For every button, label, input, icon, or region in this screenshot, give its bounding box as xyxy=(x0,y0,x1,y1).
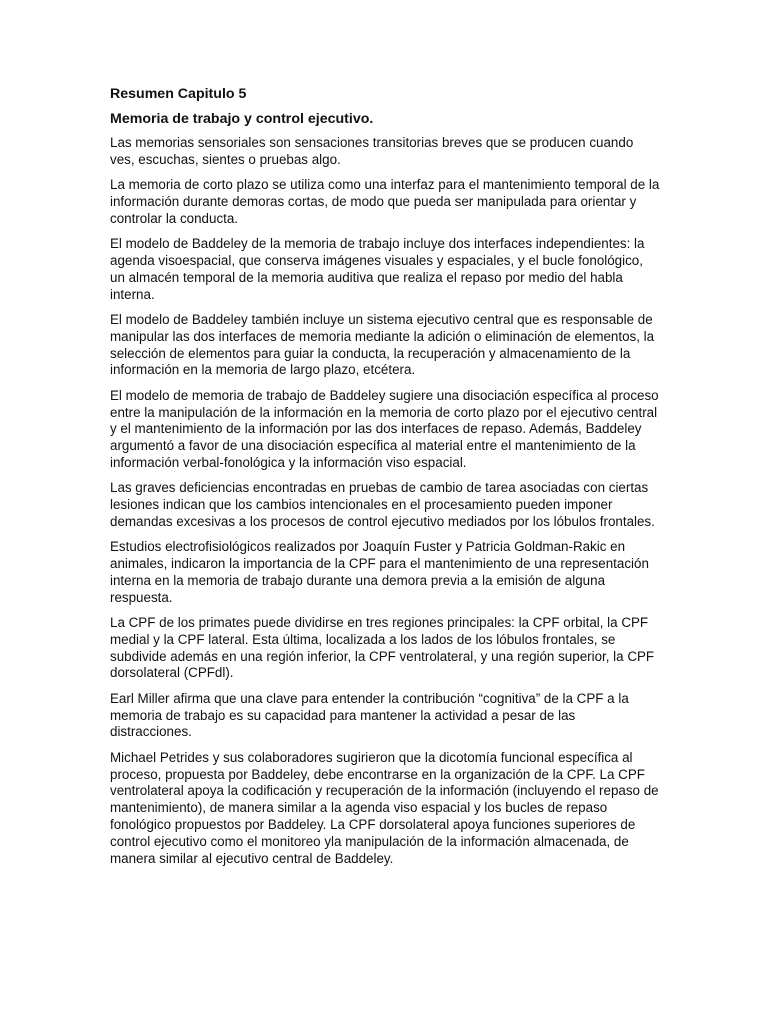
paragraph-3: El modelo de Baddeley de la memoria de trabajo incluye dos interfaces independientes: la agenda visoespacial, que conserva imágenes visuales y espaciales, y el bucle fonológico, un almacén temporal de la memoria auditiva que realiza el repaso por medio del habla interna. xyxy=(110,236,645,302)
paragraph-4: El modelo de Baddeley también incluye un sistema ejecutivo central que es responsable de manipular las dos interfaces de memoria mediante la adición o eliminación de elementos, la selección de elementos para guiar la conducta, la recuperación y almacenamiento de la información en la memoria de largo plazo, etcétera. xyxy=(110,311,655,378)
document-body xyxy=(110,85,660,876)
paragraph-8: La CPF de los primates puede dividirse en tres regiones principales: la CPF orbital, la CPF medial y la CPF lateral. Esta última, localizada a los lados de los lóbulos frontales, se subdivide además en una región inferior, la CPF ventrolateral, y una región superior, la CPF dorsolateral (CPFdl). xyxy=(110,615,655,681)
paragraph-10: Michael Petrides y sus colaboradores sugirieron que la dicotomía funcional específica al proceso, propuesta por Baddeley, debe encontrarse en la organización de la CPF. La CPF ventrolateral apoya la codificación y recuperación de la información (incluyendo el repaso de mantenimiento), de manera similar a la agenda viso espacial y los bucles de repaso fonológico propuestos por Baddeley. La CPF dorsolateral apoya funciones superiores de control ejecutivo como el monitoreo yla manipulación de la información almacenada, de manera similar al ejecutivo central de Baddeley. xyxy=(110,749,659,866)
paragraph-1: Las memorias sensoriales son sensaciones transitorias breves que se producen cuando ves, escuchas, sientes o pruebas algo. xyxy=(110,135,634,167)
paragraph-2: La memoria de corto plazo se utiliza como una interfaz para el mantenimiento temporal de la información durante demoras cortas, de modo que pueda ser manipulada para orientar y controlar la conducta. xyxy=(110,177,660,226)
paragraph-6: Las graves deficiencias encontradas en pruebas de cambio de tarea asociadas con ciertas lesiones indican que los cambios intencionales en el procesamiento pueden imponer demandas excesivas a los procesos de control ejecutivo mediados por los lóbulos frontales. xyxy=(110,480,655,529)
paragraph-7: Estudios electrofisiológicos realizados por Joaquín Fuster y Patricia Goldman-Rakic en animales, indicaron la importancia de la CPF para el mantenimiento de una representación interna en la memoria de trabajo durante una demora previa a la emisión de alguna respuesta. xyxy=(110,539,649,605)
document-title: Resumen Capitulo 5 xyxy=(110,86,247,102)
document-subtitle: Memoria de trabajo y control ejecutivo. xyxy=(110,111,374,127)
paragraph-5: El modelo de memoria de trabajo de Baddeley sugiere una disociación específica al proceso entre la manipulación de la información en la memoria de corto plazo por el ejecutivo central y el mantenimiento de la información por las dos interfaces de repaso. Además, Baddeley argumentó a favor de una disociación específica al material entre el mantenimiento de la información verbal-fonológica y la información viso espacial. xyxy=(110,387,659,470)
paragraph-9: Earl Miller afirma que una clave para entender la contribución “cognitiva” de la CPF a la memoria de trabajo es su capacidad para mantener la actividad a pesar de las distracciones. xyxy=(110,690,629,740)
